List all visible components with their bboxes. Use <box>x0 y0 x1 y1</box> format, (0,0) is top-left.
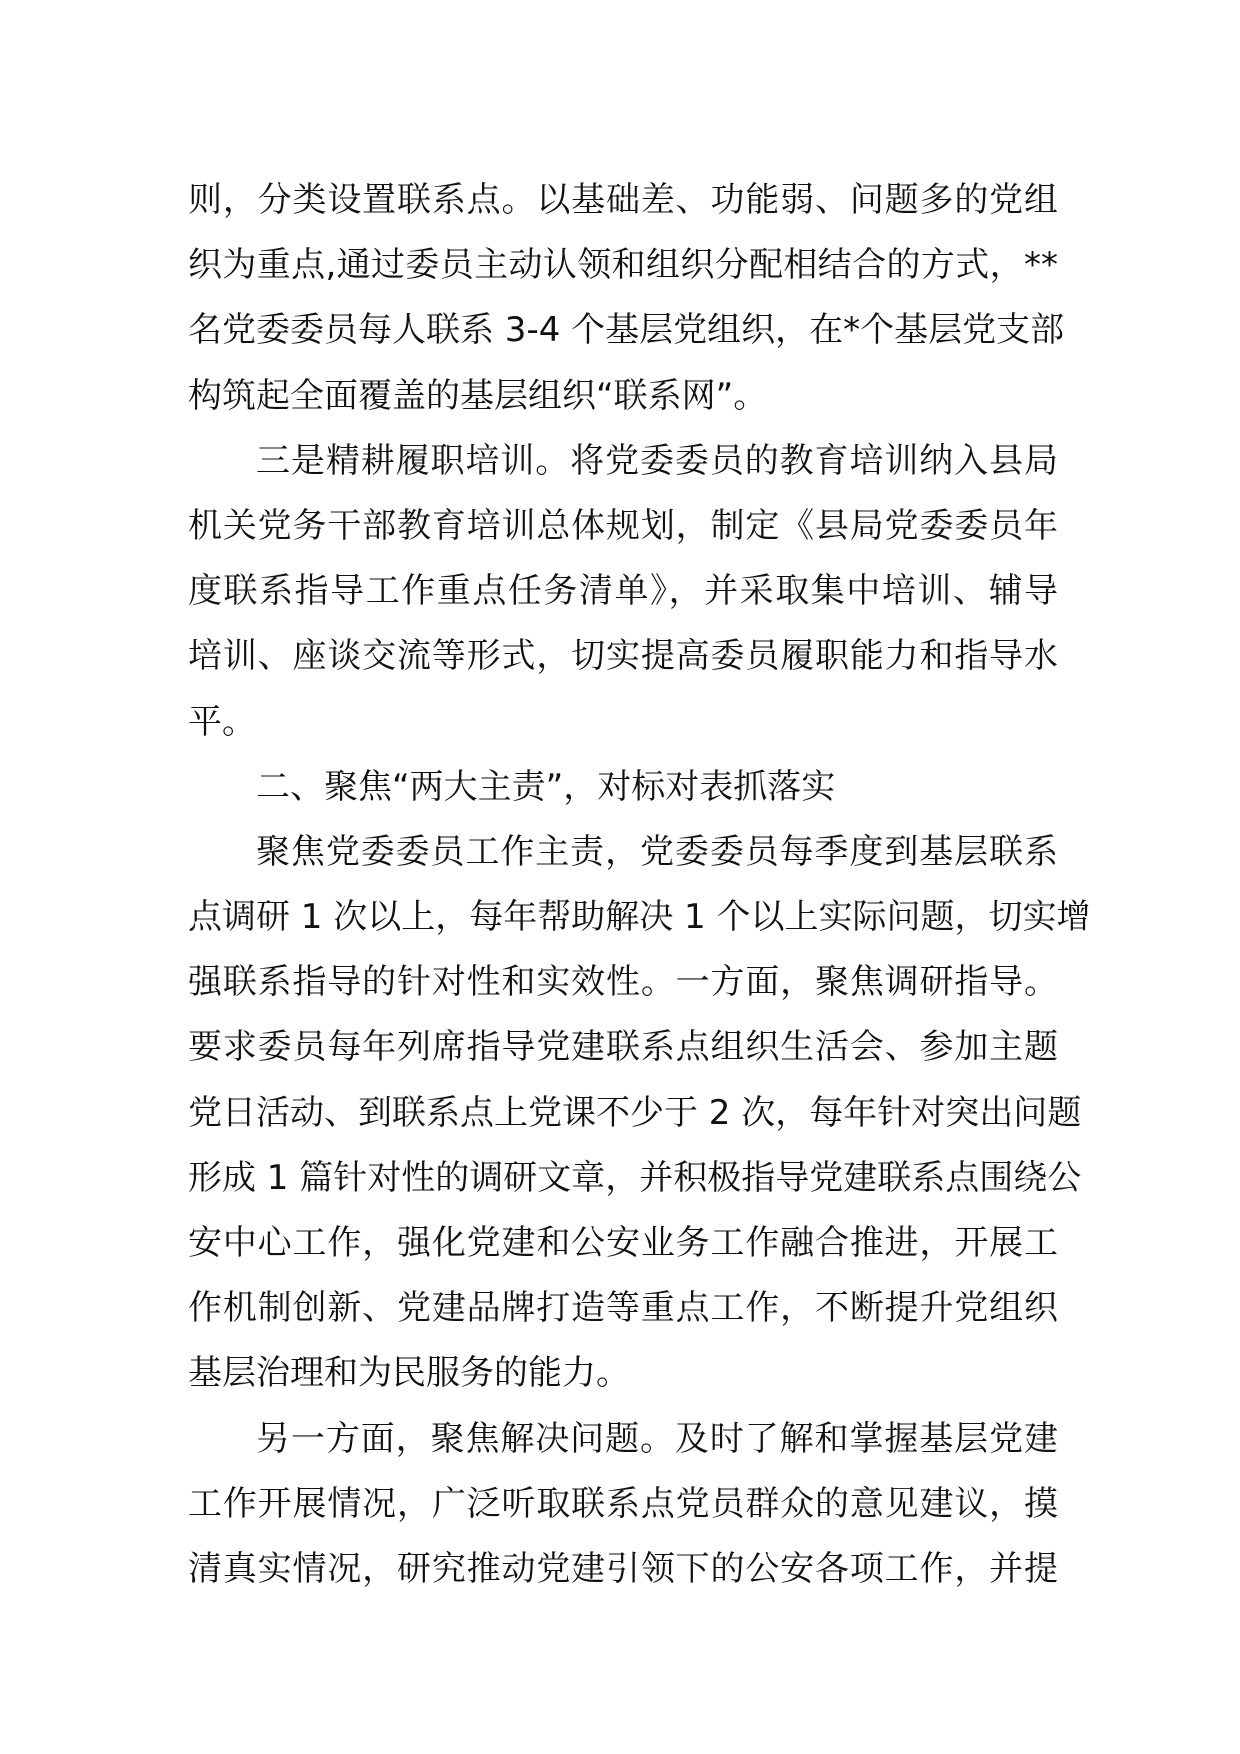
text-line: 工作开展情况，广泛听取联系点党员群众的意见建议，摸 <box>188 1483 1058 1524</box>
text-line: 另一方面，聚焦解决问题。及时了解和掌握基层党建 <box>256 1418 1058 1459</box>
text-line: 形成 1 篇针对性的调研文章，并积极指导党建联系点围绕公 <box>188 1157 1082 1198</box>
text-line: 点调研 1 次以上，每年帮助解决 1 个以上实际问题，切实增 <box>188 897 1091 938</box>
text-line: 清真实情况，研究推动党建引领下的公安各项工作，并提 <box>188 1548 1058 1589</box>
paragraph-contact-points <box>188 168 1065 429</box>
text-line: 作机制创新、党建品牌打造等重点工作，不断提升党组织 <box>188 1288 1058 1329</box>
text-line: 聚焦党委委员工作主责，党委委员每季度到基层联系 <box>256 831 1058 872</box>
text-line: 强联系指导的针对性和实效性。一方面，聚焦调研指导。 <box>188 962 1058 1003</box>
paragraph-training <box>188 429 1058 755</box>
text-line: 安中心工作，强化党建和公安业务工作融合推进，开展工 <box>188 1223 1058 1263</box>
text-line: 织为重点,通过委员主动认领和组织分配相结合的方式，** <box>188 245 1058 286</box>
section-heading <box>188 755 1058 820</box>
paragraph-problem-solving <box>188 1407 1058 1603</box>
text-line: 机关党务干部教育培训总体规划，制定《县局党委委员年 <box>188 505 1058 546</box>
text-line: 则，分类设置联系点。以基础差、功能弱、问题多的党组 <box>188 180 1058 220</box>
text-line: 构筑起全面覆盖的基层组织“联系网”。 <box>188 375 768 416</box>
text-line: 三是精耕履职培训。将党委委员的教育培训纳入县局 <box>256 440 1058 481</box>
text-line: 基层治理和为民服务的能力。 <box>188 1353 630 1394</box>
text-line: 平。 <box>188 701 256 742</box>
paragraph-research-guidance <box>188 820 1091 1407</box>
text-line: 培训、座谈交流等形式，切实提高委员履职能力和指导水 <box>188 636 1058 677</box>
heading-text: 二、聚焦“两大主责”，对标对表抓落实 <box>256 766 836 807</box>
text-line: 度联系指导工作重点任务清单》，并采取集中培训、辅导 <box>188 571 1058 612</box>
text-line: 要求委员每年列席指导党建联系点组织生活会、参加主题 <box>188 1027 1058 1068</box>
text-line: 党日活动、到联系点上党课不少于 2 次，每年针对突出问题 <box>188 1092 1082 1133</box>
text-line: 名党委委员每人联系 3-4 个基层党组织，在*个基层党支部 <box>188 310 1065 351</box>
document-body <box>188 168 1091 1602</box>
